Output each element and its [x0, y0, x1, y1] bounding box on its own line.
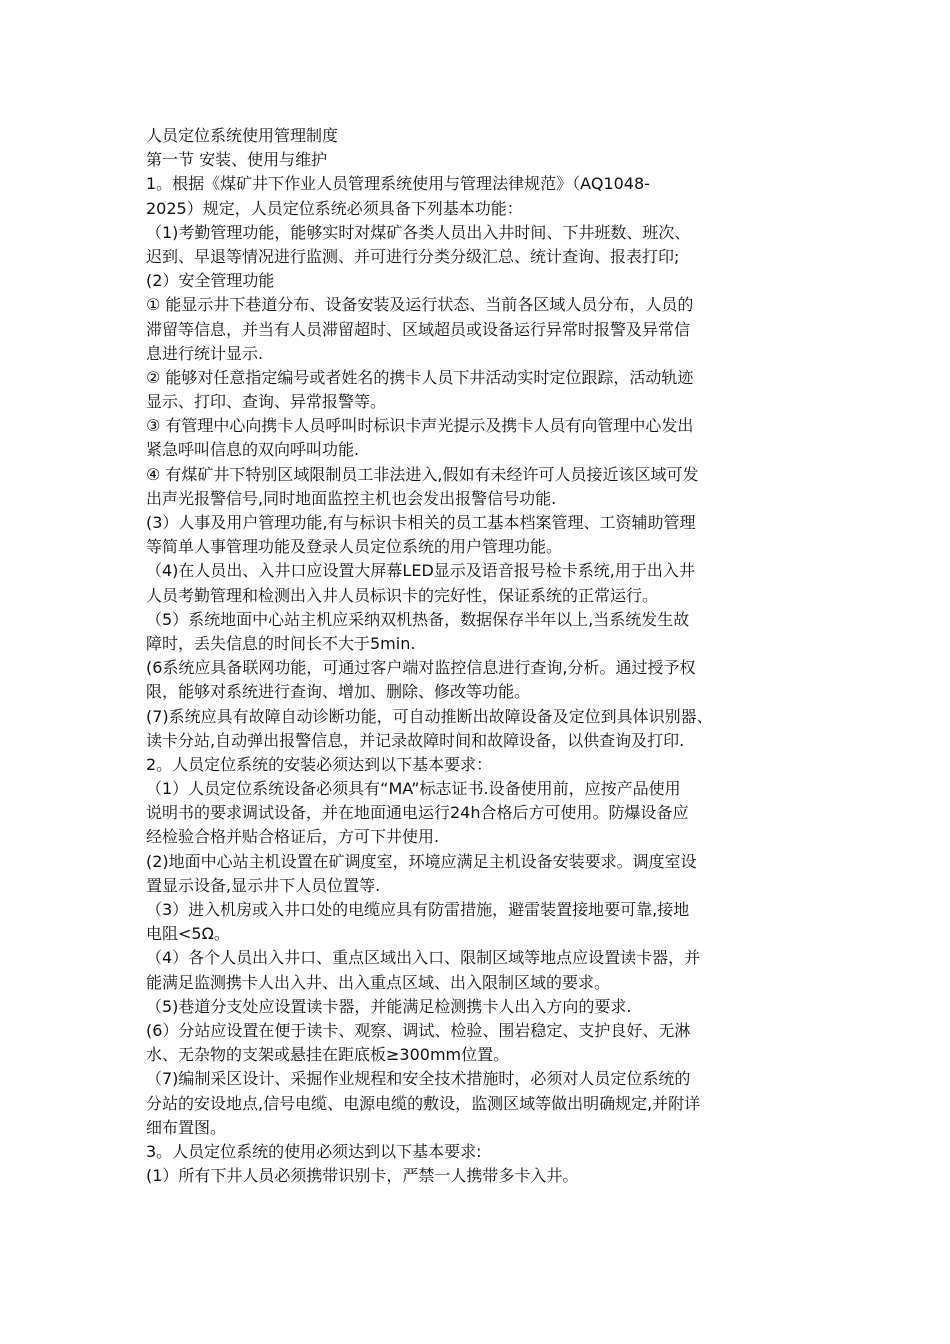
text-line: (7)系统应具有故障自动诊断功能，可自动推断出故障设备及定位到具体识别器、 — [146, 706, 713, 726]
text-line: 2。人员定位系统的安装必须达到以下基本要求： — [146, 754, 493, 774]
text-line: 经检验合格并贴合格证后，方可下井使用. — [146, 827, 440, 847]
text-line: （1）人员定位系统设备必须具有“MA”标志证书.设备使用前，应按产品使用 — [146, 779, 681, 799]
text-line: 1。根据《煤矿井下作业人员管理系统使用与管理法律规范》（AQ1048- — [146, 174, 650, 194]
text-line: 迟到、早退等情况进行监测、并可进行分类分级汇总、统计查询、报表打印; — [146, 246, 680, 266]
text-line: ③ 有管理中心向携卡人员呼叫时标识卡声光提示及携卡人员有向管理中心发出 — [146, 416, 694, 436]
text-line: 电阻<5Ω。 — [146, 924, 230, 944]
text-line: (1）所有下井人员必须携带识别卡，严禁一人携带多卡入井。 — [146, 1166, 579, 1186]
text-line: （5)巷道分支处应设置读卡器，并能满足检测携卡人出入方向的要求. — [146, 996, 632, 1016]
text-line: （4)在人员出、入井口应设置大屏幕LED显示及语音报号检卡系统,用于出入井 — [146, 561, 695, 581]
text-line: (2）安全管理功能 — [146, 271, 275, 291]
text-line: 3。人员定位系统的使用必须达到以下基本要求: — [146, 1141, 482, 1161]
text-line: 障时，丢失信息的时间长不大于5min. — [146, 633, 416, 653]
text-line: (2)地面中心站主机设置在矿调度室，环境应满足主机设备安装要求。调度室设 — [146, 851, 697, 871]
text-line: 水、无杂物的支架或悬挂在距底板≥300mm位置。 — [146, 1045, 510, 1065]
text-line: （7)编制采区设计、采掘作业规程和安全技术措施时，必须对人员定位系统的 — [146, 1069, 691, 1089]
text-line: (3）人事及用户管理功能,有与标识卡相关的员工基本档案管理、工资辅助管理 — [146, 513, 696, 532]
text-line: 能满足监测携卡人出入井、出入重点区域、出入限制区域的要求。 — [146, 972, 611, 992]
text-line: 分站的安设地点,信号电缆、电源电缆的敷设，监测区域等做出明确规定,并附详 — [146, 1093, 701, 1113]
text-line: (6）分站应设置在便于读卡、观察、调试、检验、围岩稳定、支护良好、无淋 — [146, 1020, 691, 1040]
text-line: 人员考勤管理和检测出入井人员标识卡的完好性，保证系统的正常运行。 — [146, 585, 659, 605]
section-heading: 第一节 安装、使用与维护 — [146, 150, 328, 170]
text-line: 等简单人事管理功能及登录人员定位系统的用户管理功能。 — [146, 537, 563, 557]
text-line: 紧急呼叫信息的双向呼叫功能. — [146, 440, 360, 460]
text-line: ① 能显示井下巷道分布、设备安装及运行状态、当前各区域人员分布，人员的 — [146, 295, 694, 315]
text-line: 限，能够对系统进行查询、增加、删除、修改等功能。 — [146, 682, 531, 702]
text-line: 说明书的要求调试设备，并在地面通电运行24h合格后方可使用。防爆设备应 — [146, 803, 689, 823]
text-line: （3）进入机房或入井口处的电缆应具有防雷措施，避雷装置接地要可靠,接地 — [146, 900, 690, 919]
text-line: 读卡分站,自动弹出报警信息，并记录故障时间和故障设备，以供查询及打印. — [146, 730, 685, 750]
text-line: 显示、打印、查询、异常报警等。 — [146, 392, 387, 412]
text-line: （1)考勤管理功能，能够实时对煤矿各类人员出入井时间、下井班数、班次、 — [146, 222, 691, 242]
text-line: （5）系统地面中心站主机应采纳双机热备，数据保存半年以上,当系统发生故 — [146, 609, 690, 629]
text-line: ④ 有煤矿井下特别区域限制员工非法进入,假如有未经许可人员接近该区域可发 — [146, 464, 699, 484]
document-body — [146, 124, 806, 1188]
text-line: （4）各个人员出入井口、重点区域出入口、限制区域等地点应设置读卡器，并 — [146, 948, 701, 968]
text-line: 息进行统计显示. — [146, 343, 264, 363]
text-line: 滞留等信息，并当有人员滞留超时、区域超员或设备运行异常时报警及异常信 — [146, 319, 691, 339]
document-title: 人员定位系统使用管理制度 — [146, 126, 339, 145]
text-line: (6系统应具备联网功能，可通过客户端对监控信息进行查询,分析。通过授予权 — [146, 658, 696, 678]
text-line: 出声光报警信号,同时地面监控主机也会发出报警信号功能. — [146, 488, 557, 508]
text-line: 2025）规定，人员定位系统必须具备下列基本功能： — [146, 198, 523, 218]
text-line: 细布置图。 — [146, 1117, 227, 1137]
text-line: ② 能够对任意指定编号或者姓名的携卡人员下井活动实时定位跟踪，活动轨迹 — [146, 367, 694, 387]
text-line: 置显示设备,显示井下人员位置等. — [146, 875, 381, 895]
